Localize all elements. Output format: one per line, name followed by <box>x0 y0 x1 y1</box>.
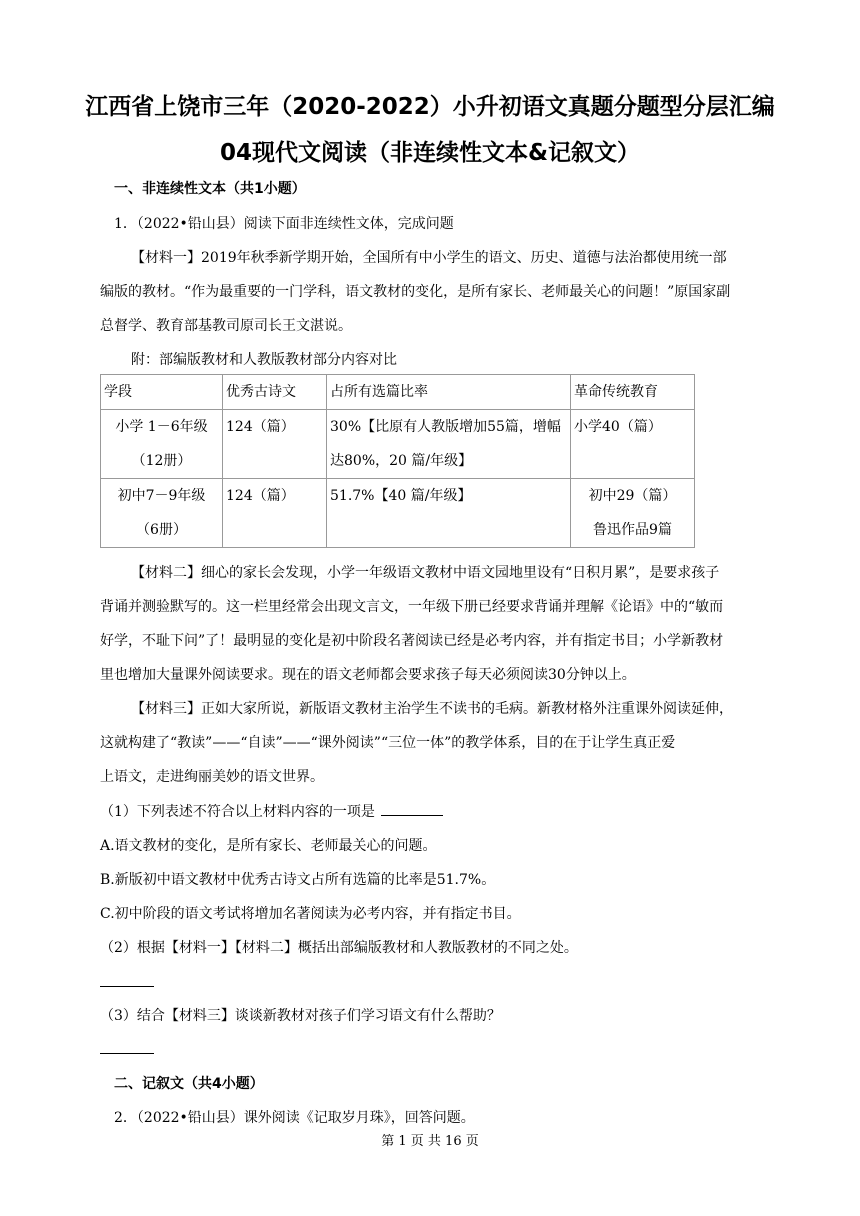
option-a: A.语文教材的变化，是所有家长、老师最关心的问题。 <box>100 838 437 854</box>
cell-line: 30%【比原有人教版增加55篇，增幅 <box>330 419 561 435</box>
table-cell-poems: 124（篇） <box>223 479 327 548</box>
table-cell-revolution <box>571 410 695 479</box>
section-heading-nonlinear: 一、非连续性文本（共1小题） <box>114 181 306 197</box>
table-caption: 附：部编版教材和人教版教材部分内容对比 <box>131 352 397 368</box>
paragraph-line: 总督学、教育部基教司原司长王文湛说。 <box>100 318 352 334</box>
paragraph-line: 背诵并测验默写的。这一栏里经常会出现文言文，一年级下册已经要求背诵并理解《论语》中的“敏而 <box>100 599 724 615</box>
question-2-intro: 2．（2022•铅山县）课外阅读《记取岁月珠》，回答问题。 <box>114 1110 475 1126</box>
option-b: B.新版初中语文教材中优秀古诗文占所有选篇的比率是51.7%。 <box>100 872 496 888</box>
comparison-table <box>100 374 695 548</box>
cell-line: （6册） <box>136 522 187 538</box>
table-header-cell: 革命传统教育 <box>571 375 695 410</box>
sub-question-3: （3）结合【材料三】谈谈新教材对孩子们学习语文有什么帮助？ <box>100 1008 501 1024</box>
paragraph-line: 这就构建了“教读”——“自读”——“课外阅读”“三位一体”的教学体系，目的在于让学生真正爱 <box>100 735 676 751</box>
sub-question-1 <box>100 801 443 821</box>
cell-line: 鲁迅作品9篇 <box>593 522 672 538</box>
table-row <box>101 479 695 548</box>
page-footer: 第 1 页 共 16 页 <box>381 1134 479 1149</box>
sub-question-text: （1）下列表述不符合以上材料内容的一项是 <box>100 804 375 820</box>
answer-line[interactable] <box>100 986 154 987</box>
cell-line: （12册） <box>131 453 192 469</box>
table-cell-ratio <box>327 479 571 548</box>
table-header-cell: 优秀古诗文 <box>223 375 327 410</box>
paragraph-line: 编版的教材。“作为最重要的一门学科，语文教材的变化，是所有家长、老师最关心的问题！”原国家副 <box>100 284 731 300</box>
paragraph-line: 【材料二】细心的家长会发现，小学一年级语文教材中语文园地里设有“日积月累”，是要求孩子 <box>131 565 720 581</box>
answer-blank[interactable] <box>381 801 443 816</box>
question-1-intro: 1．（2022•铅山县）阅读下面非连续性文体，完成问题 <box>114 216 454 232</box>
table-cell-stage <box>101 410 223 479</box>
paragraph-line: 【材料三】正如大家所说，新版语文教材主治学生不读书的毛病。新教材格外注重课外阅读延伸， <box>131 701 733 717</box>
paragraph-line: 【材料一】2019年秋季新学期开始，全国所有中小学生的语文、历史、道德与法治都使用统一部 <box>131 250 727 266</box>
cell-line: 初中7－9年级 <box>117 488 206 504</box>
cell-line: 初中29（篇） <box>588 488 677 504</box>
table-cell-ratio <box>327 410 571 479</box>
sub-question-2: （2）根据【材料一】【材料二】概括出部编版教材和人教版教材的不同之处。 <box>100 940 578 956</box>
cell-line: 51.7%【40 篇/年级】 <box>330 488 472 504</box>
table-header-cell: 占所有选篇比率 <box>327 375 571 410</box>
option-c: C.初中阶段的语文考试将增加名著阅读为必考内容，并有指定书目。 <box>100 906 521 922</box>
section-heading-narrative: 二、记叙文（共4小题） <box>114 1076 264 1092</box>
document-title-line2: 04现代文阅读（非连续性文本&记叙文） <box>219 140 641 166</box>
cell-line: 小学 1－6年级 <box>115 419 208 435</box>
table-header-row <box>101 375 695 410</box>
cell-line: 小学40（篇） <box>574 419 662 435</box>
table-header-cell: 学段 <box>101 375 223 410</box>
table-cell-poems: 124（篇） <box>223 410 327 479</box>
table-row <box>101 410 695 479</box>
paragraph-line: 里也增加大量课外阅读要求。现在的语文老师都会要求孩子每天必须阅读30分钟以上。 <box>100 667 636 683</box>
table-cell-stage <box>101 479 223 548</box>
document-title-line1: 江西省上饶市三年（2020-2022）小升初语文真题分题型分层汇编 <box>85 94 775 120</box>
paragraph-line: 上语文，走进绚丽美妙的语文世界。 <box>100 769 324 785</box>
cell-line: 达80%，20 篇/年级】 <box>330 453 473 469</box>
answer-line[interactable] <box>100 1053 154 1054</box>
table-cell-revolution <box>571 479 695 548</box>
paragraph-line: 好学，不耻下问”了！最明显的变化是初中阶段名著阅读已经是必考内容，并有指定书目；小学新教材 <box>100 633 724 649</box>
